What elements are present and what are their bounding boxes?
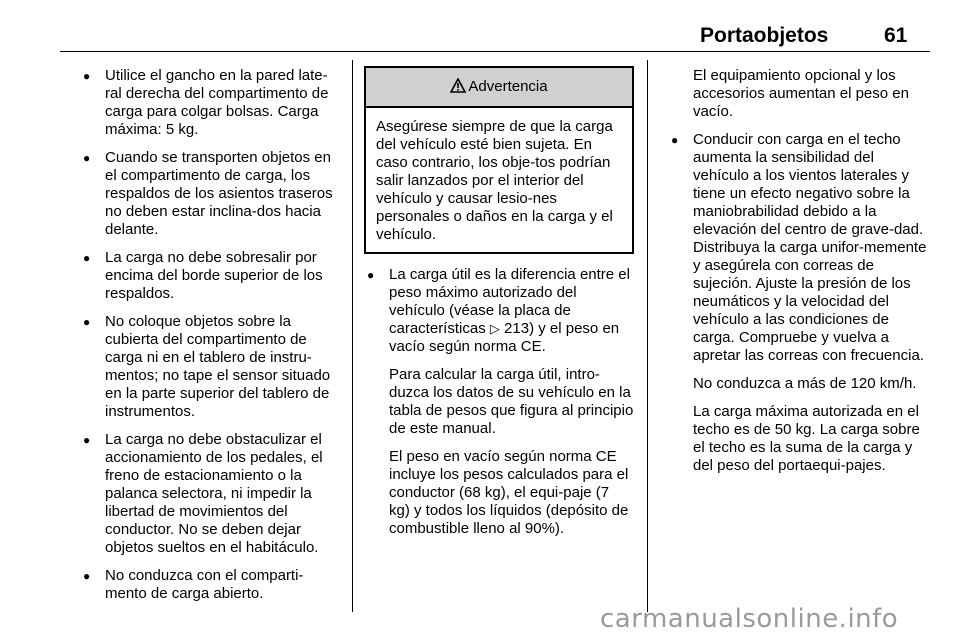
page-reference[interactable]: 213 — [504, 320, 530, 337]
paragraph: La carga máxima autorizada en el techo es de 50 kg. La carga sobre el techo es la suma de la carga y del peso del portaequi-pajes. — [693, 403, 920, 474]
bullet-icon: ● — [83, 69, 91, 83]
bullet-icon: ● — [367, 268, 375, 282]
column-1 — [80, 67, 342, 613]
list-item — [668, 131, 930, 365]
warning-icon — [450, 78, 466, 93]
watermark[interactable]: carmanualsonline.info — [600, 604, 899, 634]
bullet-icon: ● — [83, 315, 91, 329]
list-item — [80, 67, 342, 139]
warning-header — [366, 68, 632, 108]
page-reference-icon: ▷ — [489, 321, 500, 336]
list-item — [80, 249, 342, 303]
bullet-icon: ● — [83, 569, 91, 583]
warning-box — [364, 66, 634, 254]
list-item — [80, 149, 342, 239]
list-item-text: Utilice el gancho en la pared late-ral derecha del compartimento de carga para colgar bolsas. Carga máxima: 5 kg. — [105, 67, 329, 138]
list-item — [80, 313, 342, 421]
list-item-text: No coloque objetos sobre la cubierta del compartimento de carga ni en el tablero de instru-mentos; no tape el sensor situado en la parte superior del tablero de instrumentos. — [105, 313, 331, 420]
column-divider-2 — [647, 60, 648, 612]
column-divider-1 — [352, 60, 353, 612]
list-item — [80, 567, 342, 603]
list-item — [80, 431, 342, 557]
page-number: 61 — [884, 24, 908, 47]
list-item-text: Cuando se transporten objetos en el compartimento de carga, los respaldos de los asientos traseros no deben estar inclina-dos hacia delante. — [105, 149, 333, 238]
list-item-text: La carga no debe sobresalir por encima del borde superior de los respaldos. — [105, 249, 323, 302]
list-item — [364, 266, 634, 356]
list-item-text: No conduzca con el comparti-mento de carga abierto. — [105, 567, 304, 602]
page-title: Portaobjetos — [700, 24, 829, 47]
bullet-icon: ● — [83, 151, 91, 165]
column-3 — [668, 67, 930, 485]
list-item-text-start: La carga útil es la diferencia entre el peso máximo autorizado del vehículo (véase la placa de características — [389, 266, 630, 337]
paragraph: El peso en vacío según norma CE incluye los pesos calculados para el conductor (68 kg), el equi-paje (7 kg) y todos los líquidos (depósito de combustible lleno al 90%). — [389, 448, 629, 537]
bullet-icon: ● — [83, 433, 91, 447]
warning-text: Asegúrese siempre de que la carga del vehículo esté bien sujeta. En caso contrario, los obje-tos podrían salir lanzados por el interior del vehículo y causar lesio-nes personales o daños en la carga y el vehículo. — [376, 118, 613, 243]
paragraph: Para calcular la carga útil, intro-duzca los datos de su vehículo en la tabla de pesos que figura al principio de este manual. — [389, 366, 634, 437]
list-item-text-end: ) y el peso en vacío según norma CE. — [389, 320, 620, 355]
list-item-text: Conducir con carga en el techo aumenta la sensibilidad del vehículo a los vientos laterales y tiene un efecto negativo sobre la maniobrabilidad debido a la elevación del centro de grave-dad. Distribuya la carga unifor-memente y asegúrela con correas de sujeción. Ajuste la presión de los neumáticos y la velocidad del vehículo a las condiciones de carga. Compruebe y vuelva a apretar las correas con frecuencia. — [693, 131, 927, 364]
bullet-icon: ● — [671, 133, 679, 147]
list-item-text: La carga no debe obstaculizar el accionamiento de los pedales, el freno de estacionamiento o la palanca selectora, ni impedir la libertad de movimientos del conductor. No se deben dejar objetos sueltos en el habitáculo. — [105, 431, 323, 556]
paragraph: No conduzca a más de 120 km/h. — [693, 375, 917, 392]
header-rule — [60, 51, 930, 52]
warning-title: Advertencia — [468, 78, 548, 95]
bullet-icon: ● — [83, 251, 91, 265]
column-2 — [364, 66, 634, 548]
paragraph: El equipamiento opcional y los accesorios aumentan el peso en vacío. — [693, 67, 909, 120]
